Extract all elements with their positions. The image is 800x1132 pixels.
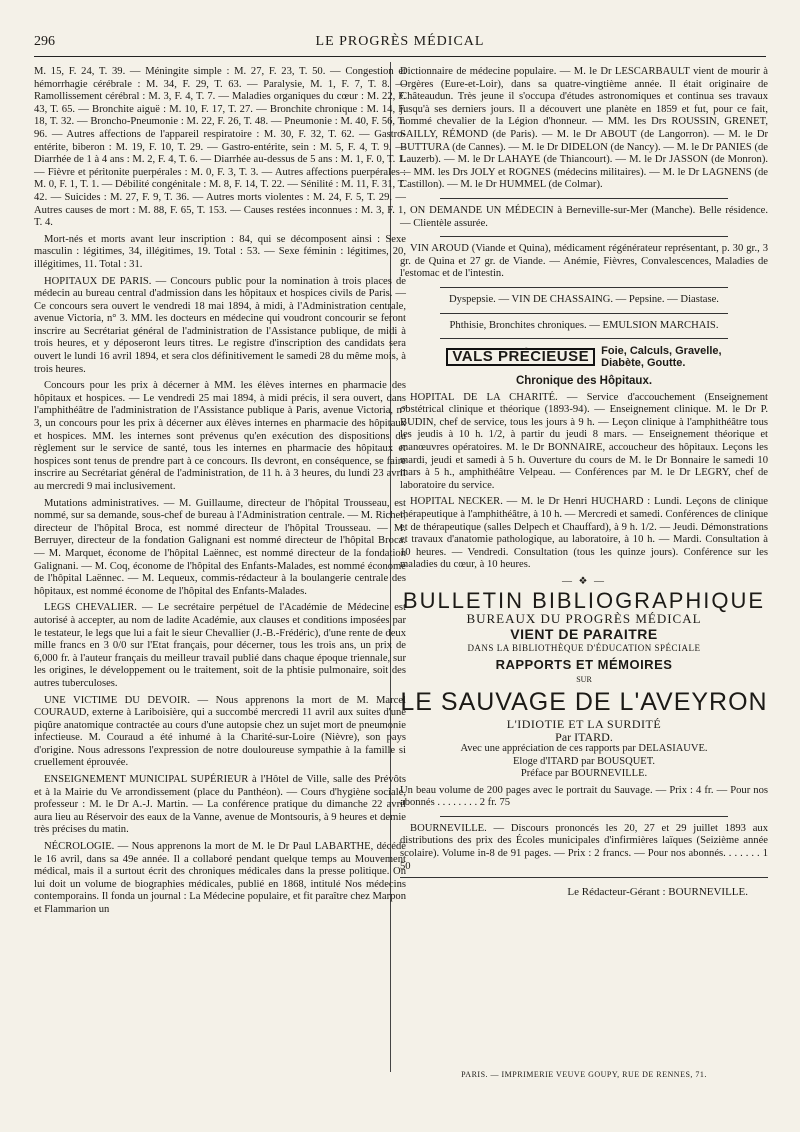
running-title: LE PROGRÈS MÉDICAL [315,34,485,49]
sauvage-title: LE SAUVAGE DE L'AVEYRON [400,688,768,717]
separator-rule [440,338,728,339]
ad-medecin: ON DEMANDE UN MÉDECIN à Berneville-sur-Mer (Manche). Belle résidence. — Clientèle assurée. [400,204,768,229]
bureaux-line: BUREAUX DU PROGRÈS MÉDICAL [466,611,702,627]
right-column [400,66,768,899]
mortality-stats: M. 15, F. 24, T. 39. — Méningite simple : M. 27, F. 23, T. 50. — Congestion et hémorrhagie cérébrale : M. 34, F. 29, T. 63. — Paralysie, M. 1, F. 7, T. 8. — Ramollissement cérébral : M. 3, F. 4, T. 7. — Maladies organiques du cœur : M. 22, F. 43, T. 65. — Bronchite aiguë : M. 10, F. 17, T. 27. — Bronchite chronique : M. 14, F. 18, T. 32. — Broncho-Pneumonie : M. 22, F. 26, T. 48. — Pneumonie : M. 40, F. 56, T. 96. — Autres affections de l'appareil respiratoire : M. 30, F. 32, T. 62. — Gastro-entérite, biberon : M. 19, F. 10, T. 29. — Gastro-entérite, sein : M. 5, F. 4, T. 9. — Diarrhée de 1 à 4 ans : M. 2, F. 4, T. 6. — Diarrhée au-dessus de 5 ans : M. 1, F. 0, T. 1. — Fièvre et péritonite puerpérales : M. 0, F. 3, T. 3. — Autres affections puerpérales : M. 0, F. 1, T. 1. — Débilité congénitale : M. 8, F. 14, T. 22. — Sénilité : M. 11, F. 31, T. 42. — Suicides : M. 27, F. 9, T. 36. — Autres morts violentes : M. 24, F. 5, T. 29. — Autres causes de mort : M. 88, F. 65, T. 153. — Causes restées inconnues : M. 3, F. 1, T. 4. [34,66,406,229]
ad-phtisie: Phthisie, Bronchites chroniques. — EMULSION MARCHAIS. [449,319,719,331]
vals-badge: VALS PRÉCIEUSE [446,348,595,367]
ad-vin-aroud: VIN AROUD (Viande et Quina), médicament régénérateur représentant, p. 30 gr., 3 gr. de Quina et 27 gr. de Viande. — Anémie, Fièvres, Convalescences, Maladies de l'estomac et de l'intestin. [400,243,768,280]
idiotie-line: L'IDIOTIE ET LA SURDITÉ [506,717,662,732]
separator-rule [440,198,728,199]
necrologie-continued: Dictionnaire de médecine populaire. — M. le Dr LESCARBAULT vient de mourir à Orgères (Eure-et-Loir), dans sa quatre-vingtième année. Il était originaire de Châteaudun. Très jeune il s'occupa d'études astronomiques et continua ses travaux jusqu'à ses derniers jours. Il a découvert une planète en 1859 et fut, pour ce fait, nommé chevalier de la Légion d'honneur. — MM. les Drs ROUSSIN, GRENET, SAILLY, RÉMOND (de Paris). — M. le Dr ABOUT (de Langorron). — M. le Dr BUTTURA (de Cannes). — M. le Dr DIDELON (de Nancy). — M. le Dr PANIES (de Lauzerb). — M. le Dr LAHAYE (de Thiancourt). — M. le Dr JASSON (de Monron). — MM. les Drs JOLY et ROGNES (médecins militaires). — M. le Dr LAGNENS (de Castillon). — M. le Dr HUMMEL (de Colmar). [400,66,768,191]
chronique-title: Chronique des Hôpitaux. [515,375,653,388]
victime-devoir-paragraph: UNE VICTIME DU DEVOIR. — Nous apprenons la mort de M. Marcel COURAUD, externe à Lariboisière, qui a succombé mercredi 11 avril aux suites d'une piqûre anatomique contractée au cours d'une autopsie chez un sujet mort de pneumonie infectieuse. M. Couraud a été inhumé à la Charité-sur-Loire (Nièvre), son pays d'origine. Nous adressons l'expression de notre douloureuse sympathie à la famille si cruellement éprouvée. [34,694,406,769]
concours-prix-paragraph: Concours pour les prix à décerner à MM. les élèves internes en pharmacie des hôpitaux et hospices. — Le vendredi 25 mai 1894, à midi précis, il sera ouvert, dans l'amphithéâtre de l'administration de l'Assistance publique à Paris, avenue Victoria, n° 3, un concours pour les prix à décerner aux élèves internes en pharmacie des hôpitaux et hospices. MM. les internes sont prévenus qu'en exécution des dispositions du règlement sur le service de santé, tous les internes en pharmacie des hôpitaux et hospices sont tenus de prendre part à ce concours. Ils devront, en conséquence, se faire inscrire au Secrétariat général de l'administration, de 11 h. à 3 heures, du lundi 23 avril au mercredi 9 mai inclusivement. [34,380,406,492]
rapports-title: RAPPORTS ET MÉMOIRES [495,656,673,672]
volume-price: Un beau volume de 200 pages avec le portrait du Sauvage. — Prix : 4 fr. — Pour nos abonnés . . . . . . . . 2 fr. 75 [400,784,768,809]
ad-dyspepsie: Dyspepsie. — VIN DE CHASSAING. — Pepsine. — Diastase. [449,293,719,305]
vals-line1: Foie, Calculs, Gravelle, [601,345,722,358]
vals-indications [601,345,721,369]
sur-line: SUR [576,674,592,684]
author-line: Par ITARD. [555,729,613,744]
hopitaux-paris-paragraph: HOPITAUX DE PARIS. — Concours public pour la nomination à trois places de médecin au bureau central d'admission dans les hôpitaux et hospices civils de Paris. — Ce concours sera ouvert le vendredi 18 mai 1894, à midi, à l'Administration centrale, avenue Victoria, n° 3. MM. les docteurs en médecine qui voudront concourir se feront inscrire au Secrétariat général de l'administration de l'Assistance publique, de midi à trois heures, et y déposeront leurs titres. Le registre d'inscription des candidats sera ouvert le lundi 16 avril 1894, et sera clos définitivement le samedi 28 du même mois, à trois heures. [34,275,406,375]
mutations-paragraph: Mutations administratives. — M. Guillaume, directeur de l'hôpital Trousseau, est nommé, sur sa demande, sous-chef de bureau à l'Administration centrale. — M. Richer, directeur de l'hôpital Broca, est nommé directeur de l'hôpital Trousseau. — M. Berruyer, directeur de la fondation Galignani est nommé directeur de l'hôpital Broca. — M. Marquet, économe de l'hôpital Laënnec, est nommé directeur de la fondation Galignani. — M. Coq, économe de l'hôpital des Enfants-Malades, est nommé économe de l'hôpital Laënnec. — M. Lequeux, commis-rédacteur à la boulangerie centrale des hôpitaux, est nommé économe de l'hôpital des Enfants-Malades. [34,497,406,597]
header-rule [34,56,766,57]
page-number: 296 [34,34,55,49]
legs-chevalier-paragraph: LEGS CHEVALIER. — Le secrétaire perpétuel de l'Académie de Médecine est autorisé à accepter, au nom de ladite Académie, aux clauses et conditions imposées par le testateur, le legs que lui a fait le sieur Chevallier (J.-B.-Frédéric), d'une rente de deux mille francs en 3 0/0 sur l'Etat français, pour décerner, tous les trois ans, un prix de 6,000 fr. à l'auteur français du meilleur travail publié dans chaque époque triennale, sur les origines, le développement ou le traitement, soit de la phtisie pulmonaire, soit des autres tuberculoses. [34,602,406,689]
ad-vals [400,345,768,369]
mort-nes-paragraph: Mort-nés et morts avant leur inscription : 84, qui se décomposent ainsi : Sexe masculin : légitimes, 34, illégitimes, 19. Total : 53. — Sexe féminin : légitimes, 20, illégitimes, 11. Total : 31. [34,233,406,270]
enseignement-municipal-paragraph: ENSEIGNEMENT MUNICIPAL SUPÉRIEUR à l'Hôtel de Ville, salle des Prévôts et à la Mairie du Ve arrondissement (place du Panthéon). — Cours d'hygiène sociale, professeur : M. le Dr A.-J. Martin. — La conférence pratique du dimanche 22 avril aura lieu au Réservoir des eaux de la Vanne, avenue de Montsouris, à 9 heures et demie très précises du matin. [34,774,406,836]
separator-rule [440,287,728,288]
imprint-line: PARIS. — IMPRIMERIE VEUVE GOUPY, RUE DE RENNES, 71. [461,1070,707,1079]
necker-paragraph: HOPITAL NECKER. — M. le Dr Henri HUCHARD : Lundi. Leçons de clinique thérapeutique à l'amphithéâtre, à 10 h. — Mercredi et samedi. Conférences de clinique et de thérapeutique (salles Delpech et Chauffard), à 9 h. 1/2. — Jeudi. Démonstrations et travaux d'anatomie pathologique, au laboratoire, à 10 h. — Mardi. Consultation à 10 heures. — Vendredi. Consultation (tous les quinze jours). Conférence sur les maladies du cœur, à 10 heures. [400,496,768,571]
necrologie-paragraph: NÉCROLOGIE. — Nous apprenons la mort de M. le Dr Paul LABARTHE, décédé le 16 avril, dans sa 49e année. Il a collaboré pendant quelque temps au Mouvement médical, mais il a surtout écrit des chroniques médicales dans la presse politique. On lui doit un volume de biographies médicales, publié en 1868, intitulé Nos médecins contemporains. Il fonda un journal : La Médecine populaire, et fit paraître chez Marpon et Flammarion un [34,841,406,915]
separator-rule [440,816,728,817]
vient-de-paraitre: VIENT DE PARAITRE [510,625,658,642]
appreciation-line: Avec une appréciation de ces rapports par DELASIAUVE. [460,743,708,755]
separator-rule [440,313,728,314]
bourneville-paragraph: BOURNEVILLE. — Discours prononcés les 20, 27 et 29 juillet 1893 aux distributions des prix des Écoles municipales d'infirmières laïques (Seizième année scolaire). Volume in-8 de 91 pages. — Prix : 2 francs. — Pour nos abonnés. . . . . . . 1 50 [400,822,768,872]
redacteur-gerant: Le Rédacteur-Gérant : BOURNEVILLE. [567,886,748,899]
left-column [34,66,406,921]
separator-rule [440,236,728,237]
footer-rule [400,877,768,878]
ornament-divider: — ❖ — [562,576,606,587]
charite-paragraph: HOPITAL DE LA CHARITÉ. — Service d'accouchement (Enseignement obstétrical clinique et théorique (1893-94). — Enseignement clinique. M. le Dr P. BUDIN, chef de service, tous les jours à 9 h. — Leçon clinique à l'amphithéâtre tous les jeudis à 10 h. 1/2, à partir du jeudi 8 mars. — Enseignement théorique et manœuvres opératoires. M. le Dr BONNAIRE, accoucheur des hôpitaux. Leçons les mardi, jeudi et samedi à 5 h. Ouverture du cours de M. le Dr Bonnaire le samedi 10 mars à 5 h., amphithéâtre Velpeau. — Conférences par M. le Dr LEGRY, chef de laboratoire du service. [400,391,768,491]
vals-line2: Diabète, Goutte. [601,357,686,370]
bibliotheque-line: DANS LA BIBLIOTHÈQUE D'ÉDUCATION SPÉCIALE [467,643,701,654]
page-header [34,34,766,54]
bulletin-title: BULLETIN BIBLIOGRAPHIQUE [402,587,766,613]
eloge-line: Eloge d'ITARD par BOUSQUET. [512,755,655,767]
preface-line: Préface par BOURNEVILLE. [520,768,648,780]
